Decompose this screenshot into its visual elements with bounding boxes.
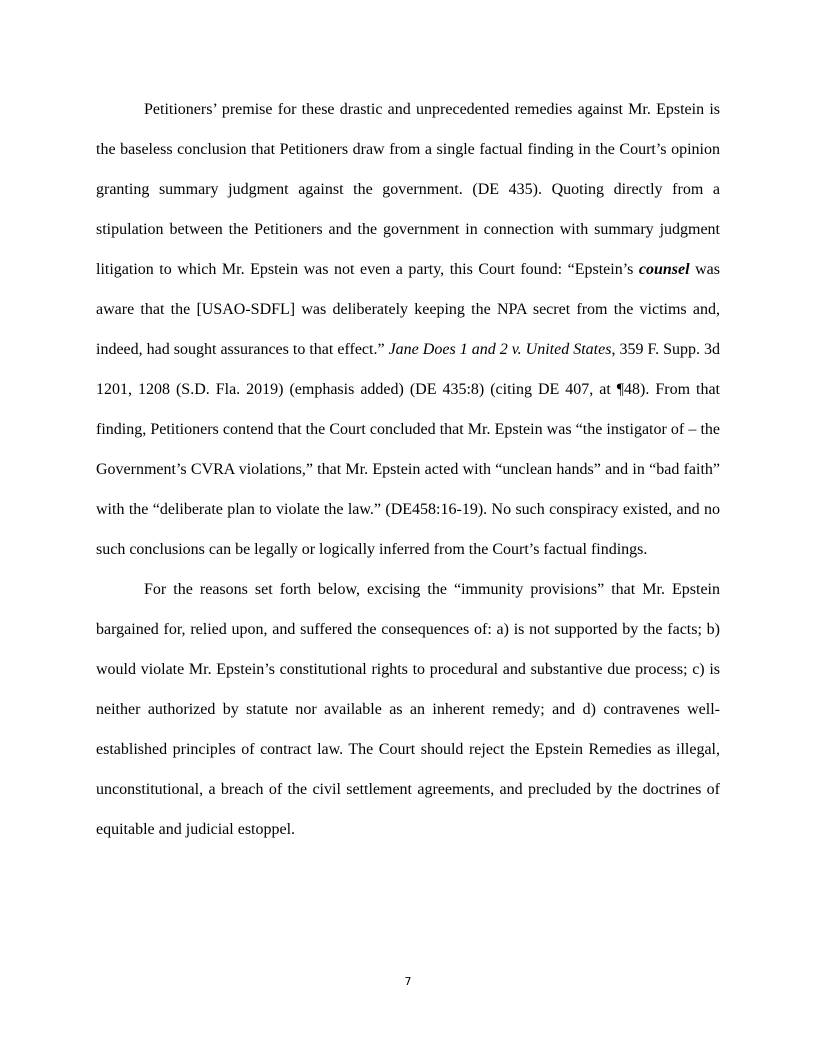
emphasized-word-counsel: counsel: [638, 261, 690, 278]
page-number: 7: [404, 975, 412, 988]
paragraph-reasons-set-forth: For the reasons set forth below, excising the “immunity provisions” that Mr. Epstein bargained for, relied upon, and suffered the consequences of: a) is not supported by the facts; b) would violate Mr. Epstein’s constitutional rights to procedural and substantive due process; c) is neither authorized by statute nor available as an inherent remedy; and d) contravenes well-established principles of contract law. The Court should reject the Epstein Remedies as illegal, unconstitutional, a breach of the civil settlement agreements, and precluded by the doctrines of equitable and judicial estoppel.: [96, 581, 720, 838]
paragraph-text-part-1: Petitioners’ premise for these drastic and unprecedented remedies against Mr. Epstein is the baseless conclusion that Petitioners draw from a single factual finding in the Court’s opinion granting summary judgment against the government. (DE 435). Quoting directly from a stipulation between the Petitioners and the government in connection with summary judgment litigation to which Mr. Epstein was not even a party, this Court found: “Epstein’s: [96, 101, 720, 278]
paragraph-text-part-2: was aware that the [USAO-SDFL] was deliberately keeping the NPA secret from the victims and, indeed, had sought assurances to that effect.”: [96, 261, 720, 358]
case-citation-name: Jane Does 1 and 2 v. United States: [388, 341, 612, 358]
paragraph-text-part-3: , 359 F. Supp. 3d 1201, 1208 (S.D. Fla. 2019) (emphasis added) (DE 435:8) (citing DE 407, at ¶48). From that finding, Petitioners contend that the Court concluded that Mr. Epstein was “the instigator of – the Government’s CVRA violations,” that Mr. Epstein acted with “unclean hands” and in “bad faith” with the “deliberate plan to violate the law.” (DE458:16-19). No such conspiracy existed, and no such conclusions can be legally or logically inferred from the Court’s factual findings.: [96, 341, 721, 558]
paragraph-petitioners-premise: [96, 90, 720, 570]
document-body: [96, 90, 720, 850]
